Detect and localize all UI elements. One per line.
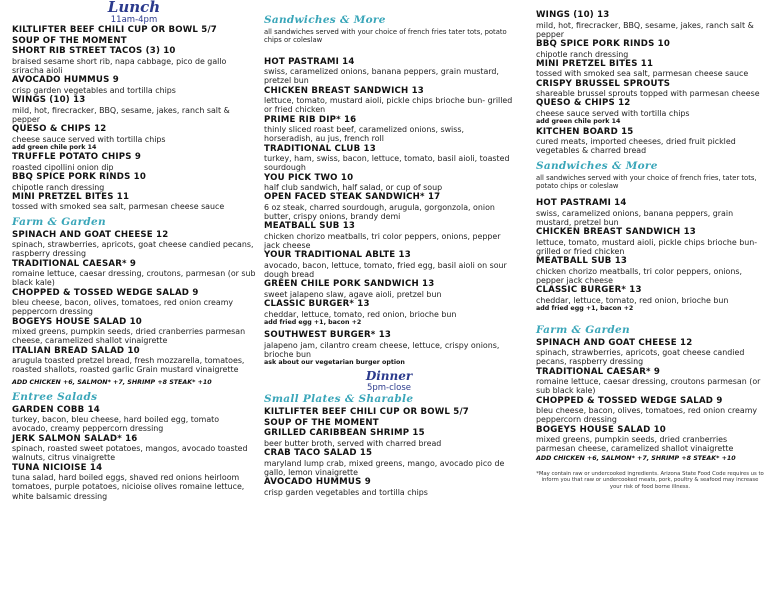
item-desc: avocado, bacon, lettuce, tomato, fried egg, basil aioli on sour dough bread [264, 260, 507, 280]
menu-item [264, 407, 514, 418]
item-desc: crisp garden vegetables and tortilla chips [12, 85, 176, 95]
item-name: SPINACH AND GOAT CHEESE 12 [12, 229, 169, 240]
menu-item [264, 144, 514, 173]
item-name: BBQ SPICE PORK RINDS 10 [536, 39, 671, 49]
menu-item [264, 173, 514, 193]
lunch-mid-items [12, 152, 256, 211]
menu-item [12, 124, 256, 144]
farm-items [12, 230, 256, 375]
item-name: TRADITIONAL CLUB 13 [264, 143, 376, 154]
column-lunch [12, 0, 256, 501]
item-name: SOUP OF THE MOMENT [264, 417, 379, 428]
item-name: MEATBALL SUB 13 [536, 256, 628, 267]
item-desc: crisp garden vegetables and tortilla chips [264, 487, 428, 497]
item-name: CHOPPED & TOSSED WEDGE SALAD 9 [536, 395, 723, 406]
item-name: SOUTHWEST BURGER* 13 [264, 330, 392, 341]
menu-item [264, 250, 514, 279]
menu-item [12, 259, 256, 288]
item-name: SOUP OF THE MOMENT [12, 35, 127, 46]
item-desc: spinach, roasted sweet potatoes, mangos, avocado toasted walnuts, citrus vinaigrette [12, 444, 248, 463]
menu-item [12, 346, 256, 375]
item-desc: chipotle ranch dressing [536, 49, 629, 59]
item-desc: cheese sauce served with tortilla chips [12, 134, 166, 144]
sandwiches-note-dinner: all sandwiches served with your choice of french fries, tater tots, potato chips or coleslaw [536, 173, 757, 190]
queso-addon-dinner: add green chile pork 14 [536, 118, 621, 126]
item-name: TRADITIONAL CAESAR* 9 [536, 366, 661, 377]
menu-item [12, 192, 256, 212]
item-desc: mild, hot, firecracker, BBQ, sesame, jakes, ranch salt & pepper [12, 105, 230, 124]
menu-item [536, 256, 764, 285]
menu-item [12, 405, 256, 434]
item-desc: mixed greens, pumpkin seeds, dried cranberries parmesan cheese, caramelized shallot vinaigrette [536, 435, 734, 454]
small-plates-title: Small Plates & Sharable [264, 392, 414, 405]
item-name: ITALIAN BREAD SALAD 10 [12, 345, 140, 356]
item-desc: thinly sliced roast beef, caramelized onions, swiss, horseradish, au jus, french roll [264, 125, 464, 144]
item-name: OPEN FACED STEAK SANDWICH* 17 [264, 192, 441, 203]
menu-item [12, 434, 256, 463]
item-name: JERK SALMON SALAD* 16 [12, 433, 138, 444]
item-desc: mild, hot, firecracker, BBQ, sesame, jakes, ranch salt & pepper [536, 20, 754, 39]
farm-garden-title-dinner: Farm & Garden [536, 323, 630, 336]
menu-item [12, 230, 256, 259]
column-sandwiches [264, 0, 514, 497]
item-name: HOT PASTRAMI 14 [264, 56, 355, 67]
menu-item [264, 192, 514, 221]
menu-item [12, 172, 256, 192]
menu-item [12, 75, 256, 95]
sandwich-items [264, 57, 514, 319]
dinner-sandwich-items [536, 198, 764, 305]
small-plate-items [264, 407, 514, 497]
menu-item [536, 10, 764, 39]
item-desc: shareable brussel sprouts topped with parmesan cheese [536, 89, 760, 99]
item-name: HOT PASTRAMI 14 [536, 198, 627, 209]
item-desc: braised sesame short rib, napa cabbage, pico de gallo sriracha aioli [12, 56, 227, 75]
item-desc: roasted cipollini onion dip [12, 162, 114, 172]
item-name: SPINACH AND GOAT CHEESE 12 [536, 337, 693, 348]
dinner-time: 5pm-close [366, 382, 412, 393]
menu-item [12, 25, 256, 36]
menu-item [12, 36, 256, 47]
item-desc: tuna salad, hard boiled eggs, shaved red onions heirloom tomatoes, purple potatoes, nicioise olives romaine lettuce, white balsamic dressing [12, 473, 245, 501]
entree-items [12, 405, 256, 501]
menu-item [264, 448, 514, 477]
item-desc: tossed with smoked sea salt, parmesan cheese sauce [536, 69, 749, 79]
item-name: CHICKEN BREAST SANDWICH 13 [264, 85, 424, 96]
item-name: TRUFFLE POTATO CHIPS 9 [12, 152, 142, 163]
menu-item [12, 463, 256, 501]
item-name: YOU PICK TWO 10 [264, 172, 354, 183]
item-name: CLASSIC BURGER* 13 [536, 285, 642, 296]
dinner-farm-items [536, 338, 764, 454]
lunch-top-items [12, 25, 256, 144]
dinner-top-items [536, 10, 764, 118]
item-name: QUESO & CHIPS 12 [536, 98, 631, 109]
item-name: BBQ SPICE PORK RINDS 10 [12, 172, 147, 183]
menu-item [264, 86, 514, 115]
item-name: QUESO & CHIPS 12 [12, 123, 107, 134]
menu-item [264, 299, 514, 319]
menu-item [12, 152, 256, 172]
item-name: GARDEN COBB 14 [12, 404, 100, 415]
item-desc: 6 oz steak, charred sourdough, arugula, gorgonzola, onion butter, crispy onions, brandy demi [264, 202, 495, 222]
item-name: CHOPPED & TOSSED WEDGE SALAD 9 [12, 287, 199, 298]
item-desc: romaine lettuce, caesar dressing, croutons, parmesan (or sub black kale) [12, 269, 256, 288]
item-desc: lettuce, tomato, mustard aioli, pickle chips brioche bun- grilled or fried chicken [536, 237, 758, 257]
item-desc: chipotle ranch dressing [12, 182, 105, 192]
item-name: SHORT RIB STREET TACOS (3) 10 [12, 46, 176, 57]
menu-item [536, 425, 764, 454]
item-desc: cheddar, lettuce, tomato, red onion, brioche bun [264, 309, 457, 319]
item-desc: swiss, caramelized onions, banana peppers, grain mustard, pretzel bun [536, 208, 734, 228]
menu-item [536, 79, 764, 99]
item-desc: beer butter broth, served with charred bread [264, 438, 442, 448]
column-dinner [536, 0, 764, 490]
item-name: GRILLED CARIBBEAN SHRIMP 15 [264, 428, 425, 439]
item-desc: cured meats, imported cheeses, dried fruit pickled vegetables & charred bread [536, 137, 736, 156]
item-name: BOGEYS HOUSE SALAD 10 [536, 424, 666, 435]
item-desc: romaine lettuce, caesar dressing, croutons parmesan (or sub black kale) [536, 377, 761, 396]
menu-item [12, 288, 256, 317]
menu-item [264, 221, 514, 250]
item-name: MINI PRETZEL BITES 11 [12, 191, 130, 202]
menu-item [264, 428, 514, 448]
farm-addon-dinner: ADD CHICKEN +6, SALMON* +7, SHRIMP +8 STEAK* +10 [536, 454, 736, 462]
item-name: CHICKEN BREAST SANDWICH 13 [536, 227, 696, 238]
item-desc: bleu cheese, bacon, olives, tomatoes, red onion creamy peppercorn dressing [12, 298, 234, 317]
burger-addon: add fried egg +1, bacon +2 [264, 318, 362, 326]
item-desc: turkey, bacon, bleu cheese, hard boiled egg, tomato avocado, creamy peppercorn dressing [12, 415, 220, 434]
farm-addon: ADD CHICKEN +6, SALMON* +7, SHRIMP +8 STEAK* +10 [12, 378, 212, 386]
lunch-time: 11am-4pm [110, 15, 158, 25]
item-name: KILTLIFTER BEEF CHILI CUP OR BOWL 5/7 [12, 25, 217, 35]
item-desc: arugula toasted pretzel bread, fresh mozzarella, tomatoes, roasted shallots, roasted garlic Grain mustard vinaigrette [12, 356, 245, 375]
item-name: WINGS (10) 13 [12, 94, 86, 105]
burger-addon-dinner: add fried egg +1, bacon +2 [536, 305, 634, 313]
item-name: PRIME RIB DIP* 16 [264, 114, 357, 125]
menu-item [264, 57, 514, 86]
item-name: CRISPY BRUSSEL SPROUTS [536, 78, 671, 89]
menu-item [536, 98, 764, 118]
veg-note: ask about our vegetarian burger option [264, 359, 405, 367]
item-desc: turkey, ham, swiss, bacon, lettuce, tomato, basil aioli, toasted sourdough [264, 154, 510, 173]
item-desc: maryland lump crab, mixed greens, mango, avocado pico de gallo, lemon vinaigrette [264, 458, 505, 477]
item-name: MINI PRETZEL BITES 11 [536, 58, 654, 69]
item-desc: spinach, strawberries, apricots, goat cheese candied pecans, raspberry dressing [12, 240, 254, 259]
menu-item [536, 338, 764, 367]
menu-item [536, 198, 764, 227]
food-safety-disclaimer: *May contain raw or undercooked ingredients. Arizona State Food Code requires us to inform you that raw or undercooked meats, pork, poultry & seafood may increase your risk of food borne illness. [536, 470, 764, 490]
item-desc: tossed with smoked sea salt, parmesan cheese sauce [12, 202, 225, 212]
item-name: WINGS (10) 13 [536, 10, 610, 20]
item-name: AVOCADO HUMMUS 9 [12, 75, 119, 86]
item-desc: mixed greens, pumpkin seeds, dried cranberries parmesan cheese, caramelized shallot vinaigrette [12, 327, 246, 346]
queso-addon: add green chile pork 14 [12, 143, 97, 151]
item-name: MEATBALL SUB 13 [264, 221, 356, 232]
menu-item [536, 59, 764, 79]
menu-item-southwest [264, 330, 514, 359]
item-desc: chicken chorizo meatballs, tri color peppers, onions, pepper jack cheese [536, 266, 742, 286]
item-desc: bleu cheese, bacon, olives, tomatoes, red onion creamy peppercorn dressing [536, 406, 758, 425]
menu-item [536, 396, 764, 425]
item-desc: sweet jalapeno slaw, agave aioli, pretzel bun [264, 289, 442, 299]
item-desc: chicken chorizo meatballs, tri color peppers, onions, pepper jack cheese [264, 231, 501, 251]
item-name: GREEN CHILE PORK SANDWICH 13 [264, 279, 435, 290]
sandwiches-note: all sandwiches served with your choice of french fries tater tots, potato chips or coleslaw [264, 28, 507, 45]
sandwiches-title-dinner: Sandwiches & More [536, 159, 658, 172]
menu-item [536, 39, 764, 59]
item-name: AVOCADO HUMMUS 9 [264, 476, 371, 487]
menu-item [12, 46, 256, 75]
item-name: CLASSIC BURGER* 13 [264, 299, 370, 310]
menu-item [536, 285, 764, 305]
farm-garden-title: Farm & Garden [12, 215, 106, 228]
item-desc: cheddar, lettuce, tomato, red onion, brioche bun [536, 295, 729, 305]
menu-item-kitchen-board [536, 127, 764, 156]
item-name: BOGEYS HOUSE SALAD 10 [12, 316, 142, 327]
item-desc: jalapeno jam, cilantro cream cheese, lettuce, crispy onions, brioche bun [264, 341, 500, 360]
item-name: CRAB TACO SALAD 15 [264, 447, 373, 458]
menu-item [264, 115, 514, 144]
entree-salads-title: Entree Salads [12, 390, 98, 403]
item-name: KILTLIFTER BEEF CHILI CUP OR BOWL 5/7 [264, 406, 469, 417]
item-name: TUNA NICIOISE 14 [12, 462, 103, 473]
menu-item [12, 95, 256, 124]
lunch-title: Lunch [107, 0, 161, 16]
item-name: TRADITIONAL CAESAR* 9 [12, 258, 137, 269]
item-desc: lettuce, tomato, mustard aioli, pickle chips brioche bun- grilled or fried chicken [264, 96, 513, 115]
menu-item [264, 418, 514, 429]
sandwiches-title: Sandwiches & More [264, 14, 386, 26]
item-desc: cheese sauce served with tortilla chips [536, 108, 690, 118]
item-name: KITCHEN BOARD 15 [536, 126, 634, 137]
menu-item [12, 317, 256, 346]
item-desc: swiss, caramelized onions, banana peppers, grain mustard, pretzel bun [264, 67, 499, 86]
menu-item [536, 227, 764, 256]
item-name: YOUR TRADITIONAL ABLTE 13 [264, 250, 411, 261]
item-desc: spinach, strawberries, apricots, goat cheese candied pecans, raspberry dressing [536, 348, 745, 367]
menu-item [264, 477, 514, 497]
dinner-title: Dinner [365, 368, 413, 383]
item-desc: half club sandwich, half salad, or cup of soup [264, 183, 443, 193]
menu-item [536, 367, 764, 396]
menu-item [264, 279, 514, 299]
